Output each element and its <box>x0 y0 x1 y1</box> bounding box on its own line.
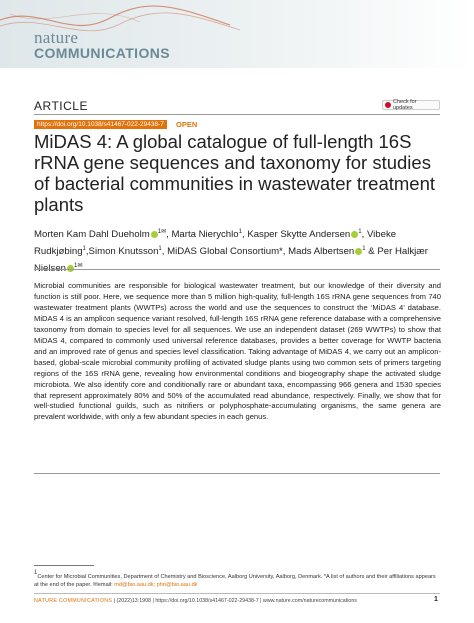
author-separator: , <box>166 229 172 240</box>
check-for-updates-label: Check for updates <box>393 99 417 111</box>
author-separator: , <box>85 246 89 257</box>
author-separator: & <box>365 246 378 257</box>
author-affiliation-marker: 1✉ <box>74 263 83 269</box>
author-affiliation-marker: 1 <box>362 246 366 252</box>
email-prefix: ✉email: <box>93 582 113 589</box>
open-access-label: OPEN <box>176 120 198 129</box>
journal-logo-communications: COMMUNICATIONS <box>34 45 170 61</box>
author-entry <box>167 246 288 257</box>
affiliation-footnote <box>34 569 441 589</box>
crossmark-icon <box>385 102 391 108</box>
check-for-updates-button[interactable] <box>382 100 440 110</box>
author-affiliation-marker: 1 <box>82 246 86 252</box>
author-affiliation-marker: 1✉ <box>157 229 167 235</box>
author-name[interactable]: Marta Nierychlo <box>171 229 239 240</box>
footnote-marker: 1 <box>34 570 38 576</box>
journal-header-band <box>0 0 474 68</box>
author-affiliation-marker: 1 <box>238 229 242 235</box>
author-name[interactable]: Per Halkjær Nielsen <box>34 246 429 274</box>
author-separator: , <box>161 246 168 257</box>
journal-logo-nature: nature <box>34 28 79 47</box>
author-affiliation-marker: 1 <box>158 246 162 252</box>
author-name[interactable]: Simon Knutsson <box>88 246 159 257</box>
email-links[interactable]: md@bio.aau.dk; phn@bio.aau.dk <box>114 582 198 589</box>
author-name[interactable]: Vibeke Rudkjøbing <box>34 229 397 257</box>
header-divider <box>34 114 440 115</box>
author-name[interactable]: Kasper Skytte Andersen <box>247 229 351 240</box>
author-name[interactable]: MiDAS Global Consortium* <box>167 246 283 257</box>
page-footer <box>34 597 424 605</box>
footer-divider <box>34 593 440 594</box>
author-entry <box>34 229 171 240</box>
footer-citation: | (2022)13:1908 | https://doi.org/10.1038/s41467-022-29438-7 | www.nature.com/naturecommunications <box>113 598 357 604</box>
page-number: 1 <box>434 596 438 603</box>
orcid-icon[interactable] <box>151 231 158 238</box>
author-entry <box>288 246 377 257</box>
author-name[interactable]: Morten Kam Dahl Dueholm <box>34 229 150 240</box>
author-separator: , <box>282 246 289 257</box>
author-affiliation-marker: 1 <box>358 229 362 235</box>
author-entry <box>247 229 367 240</box>
author-separator: , <box>241 229 248 240</box>
abstract-divider-top <box>34 269 440 270</box>
affiliation-text: Center for Microbial Communities, Department of Chemistry and Bioscience, Aalborg University, Aalborg, Denmark. *A list of authors and their affiliations appears at the end of the paper. <box>34 574 436 589</box>
article-title: MiDAS 4: A global catalogue of full-length 16S rRNA gene sequences and taxonomy for studies of bacterial communities in wastewater treatment plants <box>34 131 436 215</box>
abstract-text: Microbial communities are responsible for biological wastewater treatment, but our knowledge of their diversity and function is still poor. Here, we sequence more than 5 million high-quality, full-length 16S rRNA gene sequences from 740 wastewater treatment plants (WWTPs) across the world and use the sequences to construct the ‘MiDAS 4’ database. MiDAS 4 is an amplicon sequence variant resolved, full-length 16S rRNA gene reference database with a comprehensive taxonomy from domain to species level for all sequences. We use an independent dataset (269 WWTPs) to show that MiDAS 4, compared to commonly used universal reference databases, provides a better coverage for WWTP bacteria and an improved rate of genus and species level classification. Taking advantage of MiDAS 4, we carry out an amplicon-based, global-scale microbial community profiling of activated sludge plants using two common sets of primers targeting regions of the 16S rRNA gene, revealing how environmental conditions and biogeography shape the activated sludge microbiota. We also identify core and conditionally rare or abundant taxa, encompassing 966 genera and 1530 species that represent approximately 80% and 50% of the accumulated read abundance, respectively. Finally, we show that for well-studied functional guilds, such as nitrifiers or polyphosphate-accumulating organisms, the same genera are prevalent worldwide, with only a few abundant species in each genus. <box>34 281 441 422</box>
article-type-label: ARTICLE <box>34 99 88 113</box>
footer-journal-name: NATURE COMMUNICATIONS <box>34 598 113 604</box>
abstract-divider-bottom <box>34 473 440 474</box>
author-name[interactable]: Mads Albertsen <box>288 246 355 257</box>
author-separator: , <box>361 229 367 240</box>
author-entry <box>89 246 168 257</box>
author-entry <box>171 229 247 240</box>
footnote-divider <box>34 565 94 566</box>
doi-link[interactable]: https://doi.org/10.1038/s41467-022-29438-7 <box>34 120 167 129</box>
